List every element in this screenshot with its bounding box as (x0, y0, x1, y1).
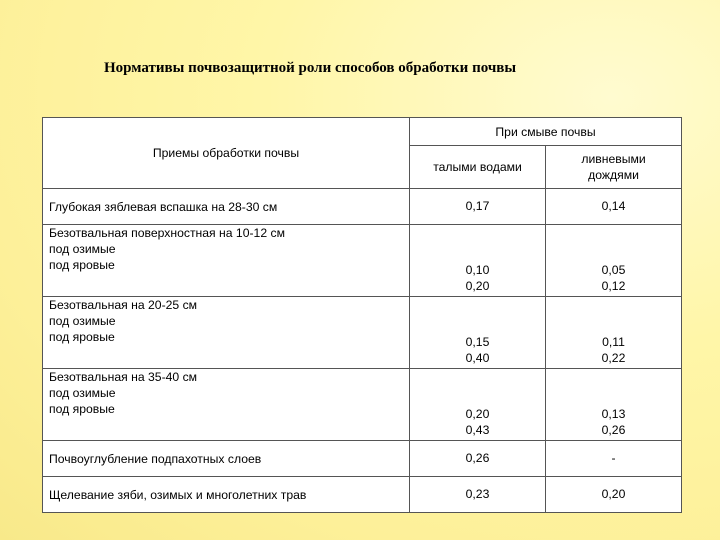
rain-value (546, 225, 682, 297)
method-name-line: под озимые (49, 242, 116, 256)
meltwater-value-line: 0,17 (465, 198, 490, 213)
table-row (43, 477, 682, 513)
rain-value (546, 369, 682, 441)
rain-value-line: 0,11 (602, 335, 625, 349)
meltwater-value-line: 0,20 (465, 407, 490, 421)
meltwater-value-line: 0,40 (465, 351, 490, 365)
method-name-line: Безотвальная на 35-40 см (49, 370, 198, 384)
table-row (43, 297, 682, 369)
method-name-line: под яровые (49, 258, 115, 272)
table-row (43, 441, 682, 477)
rain-value-line: 0,14 (601, 198, 626, 213)
meltwater-value-line: 0,10 (465, 263, 490, 277)
method-name (43, 225, 410, 297)
meltwater-value-line: 0,26 (465, 450, 490, 465)
rain-value-line: 0,12 (601, 279, 626, 293)
method-name-line: под озимые (49, 314, 116, 328)
meltwater-value-line: 0,23 (465, 486, 490, 501)
meltwater-value (410, 369, 546, 441)
meltwater-value-line: 0,15 (465, 335, 490, 349)
table-row (43, 225, 682, 297)
rain-value-line: - (611, 450, 616, 465)
rain-value (546, 297, 682, 369)
method-name-line: под яровые (49, 402, 115, 416)
method-name-line: Безотвальная поверхностная на 10-12 см (49, 226, 285, 240)
method-name (43, 297, 410, 369)
method-name-line: под озимые (49, 386, 116, 400)
table-row (43, 369, 682, 441)
meltwater-value (410, 189, 546, 225)
rain-value-line: 0,22 (601, 351, 626, 365)
header-group-soil-wash: При смыве почвы (410, 118, 682, 146)
method-name (43, 189, 410, 225)
meltwater-value (410, 477, 546, 513)
meltwater-value (410, 297, 546, 369)
header-rain (546, 146, 682, 189)
header-method: Приемы обработки почвы (43, 118, 410, 189)
meltwater-value-line: 0,43 (465, 423, 490, 437)
rain-value (546, 477, 682, 513)
method-name-line: под яровые (49, 330, 115, 344)
rain-value (546, 441, 682, 477)
meltwater-value (410, 441, 546, 477)
method-name (43, 477, 410, 513)
header-meltwater: талыми водами (410, 146, 546, 189)
page-title: Нормативы почвозащитной роли способов обработки почвы (104, 60, 517, 76)
header-rain-line2: дождями (588, 168, 639, 182)
rain-value-line: 0,26 (601, 423, 626, 437)
table-row (43, 189, 682, 225)
rain-value-line: 0,05 (601, 263, 626, 277)
method-name-line: Безотвальная на 20-25 см (49, 298, 198, 312)
norms-table (42, 117, 682, 513)
rain-value (546, 189, 682, 225)
rain-value-line: 0,13 (601, 407, 626, 421)
method-name-line: Глубокая зяблевая вспашка на 28-30 см (49, 199, 278, 214)
rain-value-line: 0,20 (601, 486, 626, 501)
meltwater-value (410, 225, 546, 297)
method-name (43, 441, 410, 477)
method-name-line: Щелевание зяби, озимых и многолетних трав (49, 487, 307, 502)
method-name-line: Почвоуглубление подпахотных слоев (49, 451, 262, 466)
header-rain-line1: ливневыми (581, 152, 646, 166)
method-name (43, 369, 410, 441)
meltwater-value-line: 0,20 (465, 279, 490, 293)
